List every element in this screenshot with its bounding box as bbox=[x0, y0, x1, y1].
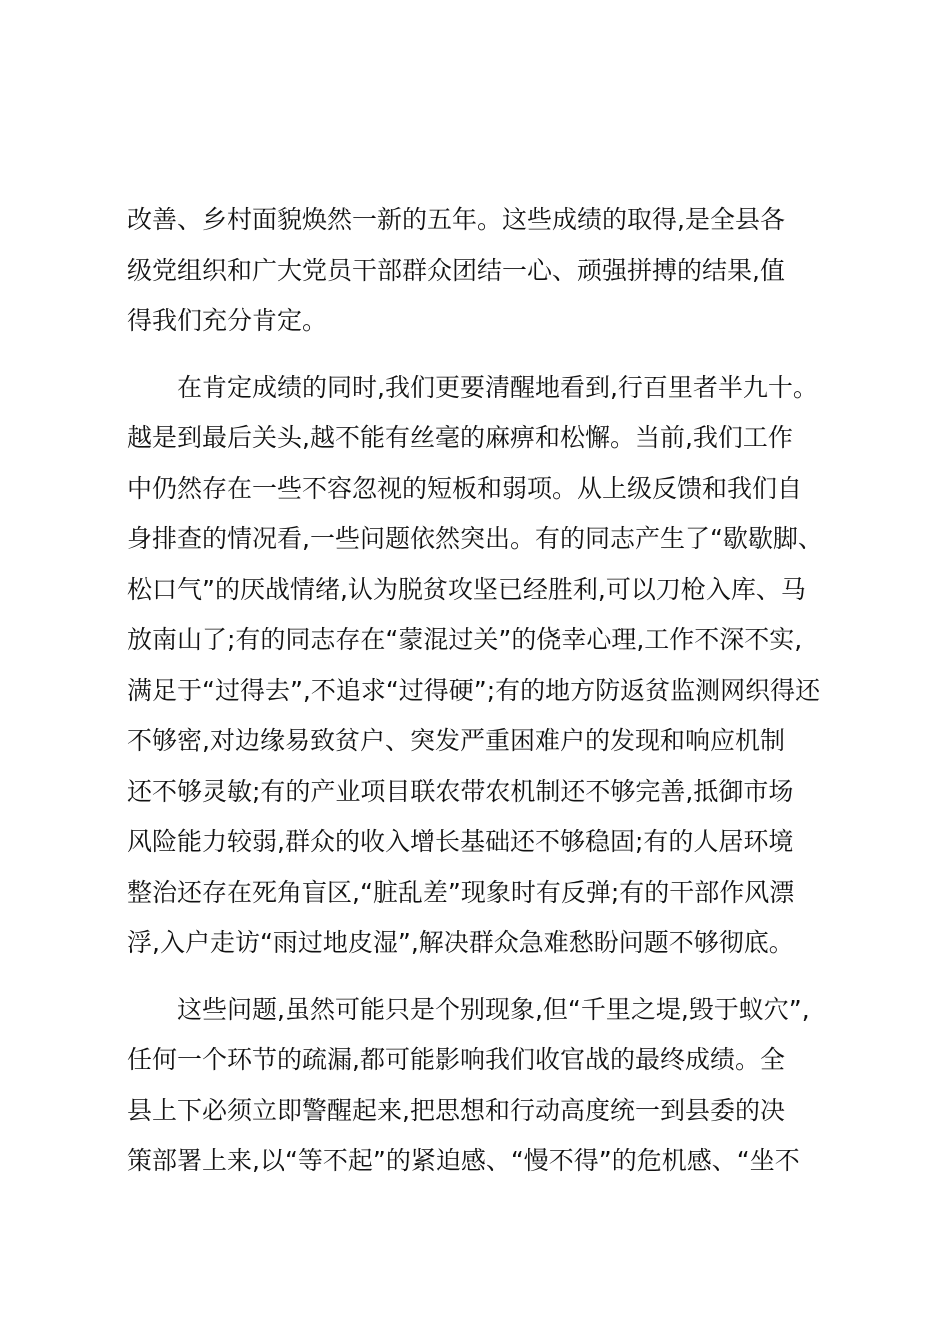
text-line: 得我们充分肯定。 bbox=[127, 306, 328, 335]
text-line: 级党组织和广大党员干部群众团结一心、顽强拼搏的结果,值 bbox=[127, 255, 785, 285]
document-body bbox=[127, 195, 827, 1187]
text-line: 不够密,对边缘易致贫户、突发严重困难户的发现和响应机制 bbox=[127, 726, 785, 755]
text-line: 策部署上来,以“等不起”的紧迫感、“慢不得”的危机感、“坐不 bbox=[127, 1146, 800, 1175]
text-line: 风险能力较弱,群众的收入增长基础还不够稳固;有的人居环境 bbox=[127, 827, 794, 856]
text-line: 满足于“过得去”,不追求“过得硬”;有的地方防返贫监测网织得还 bbox=[127, 675, 821, 705]
paragraph-1 bbox=[127, 195, 827, 347]
text-line: 浮,入户走访“雨过地皮湿”,解决群众急难愁盼问题不够彻底。 bbox=[127, 928, 794, 957]
text-line: 还不够灵敏;有的产业项目联农带农机制还不够完善,抵御市场 bbox=[127, 776, 794, 806]
paragraph-3 bbox=[127, 985, 827, 1187]
text-line: 改善、乡村面貌焕然一新的五年。这些成绩的取得,是全县各 bbox=[127, 205, 785, 234]
text-line: 任何一个环节的疏漏,都可能影响我们收官战的最终成绩。全 bbox=[127, 1045, 785, 1074]
text-line: 松口气”的厌战情绪,认为脱贫攻坚已经胜利,可以刀枪入库、马 bbox=[127, 574, 806, 604]
paragraph-2 bbox=[127, 363, 827, 969]
text-line: 越是到最后关头,越不能有丝毫的麻痹和松懈。当前,我们工作 bbox=[127, 423, 793, 452]
text-line: 中仍然存在一些不容忽视的短板和弱项。从上级反馈和我们自 bbox=[127, 473, 803, 503]
text-line: 在肯定成绩的同时,我们更要清醒地看到,行百里者半九十。 bbox=[127, 372, 818, 402]
text-line: 放南山了;有的同志存在“蒙混过关”的侥幸心理,工作不深不实, bbox=[127, 625, 803, 654]
text-line: 县上下必须立即警醒起来,把思想和行动高度统一到县委的决 bbox=[127, 1095, 785, 1125]
text-line: 整治还存在死角盲区,“脏乱差”现象时有反弹;有的干部作风漂 bbox=[127, 877, 795, 907]
text-line: 这些问题,虽然可能只是个别现象,但“千里之堤,毁于蚁穴”, bbox=[127, 994, 810, 1024]
text-line: 身排查的情况看,一些问题依然突出。有的同志产生了“歇歇脚、 bbox=[127, 524, 823, 553]
